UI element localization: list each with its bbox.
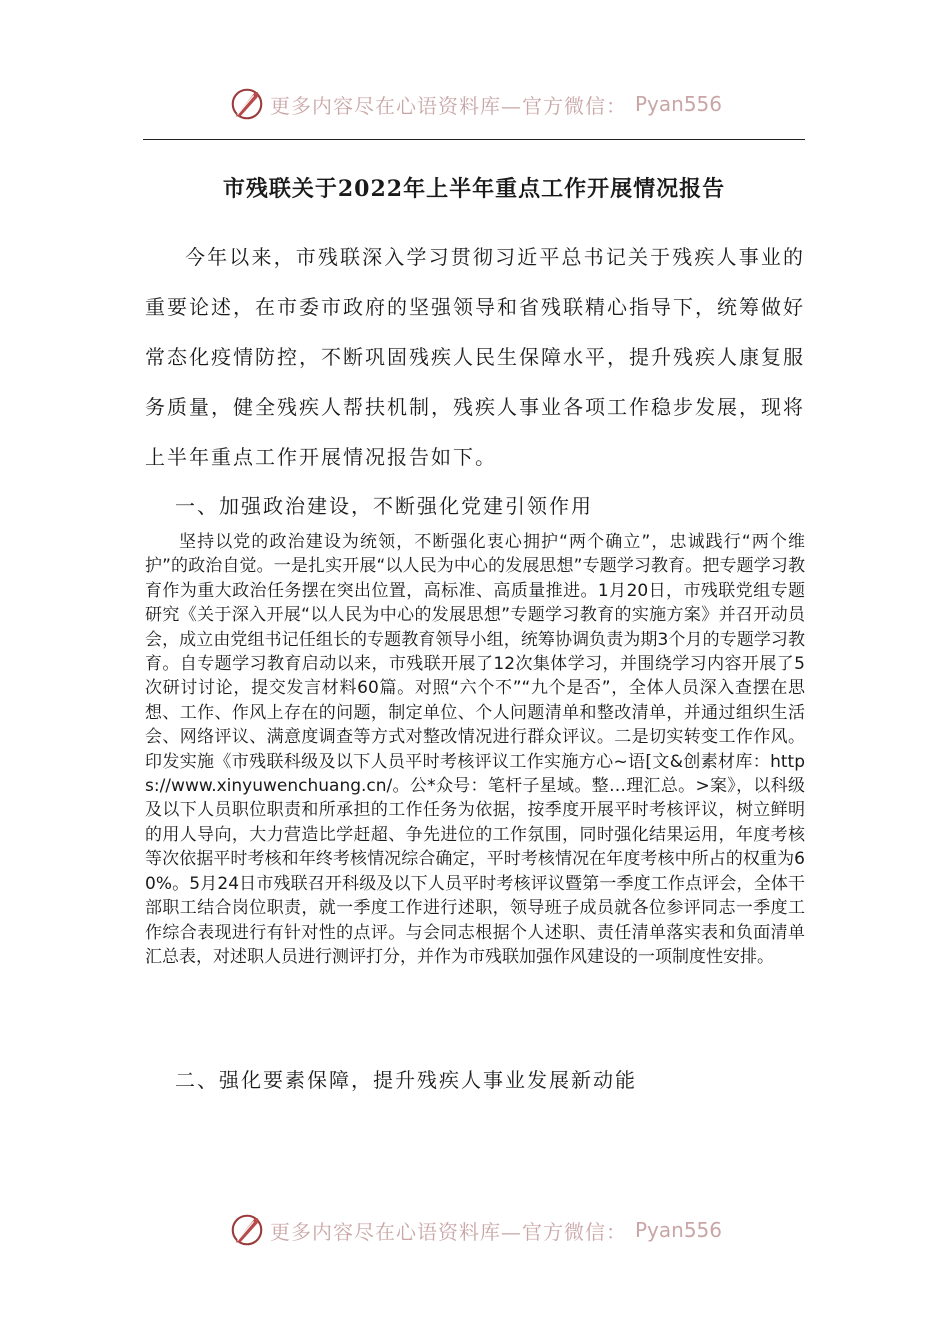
quill-logo-icon	[228, 85, 266, 123]
document-title: 市残联关于2022年上半年重点工作开展情况报告	[222, 176, 726, 202]
section-1-body: 坚持以党的政治建设为统领，不断强化衷心拥护“两个确立”，忠诚践行“两个维护”的政治自觉。一是扎实开展“以人民为中心的发展思想”专题学习教育。把专题学习教育作为重大政治任务摆在突出位置，高标准、高质量推进。1月20日，市残联党组专题研究《关于深入开展“以人民为中心的发展思想”专题学习教育的实施方案》并召开动员会，成立由党组书记任组长的专题教育领导小组，统筹协调负责为期3个月的专题学习教育。自专题学习教育启动以来，市残联开展了12次集体学习，并围绕学习内容开展了5次研讨讨论，提交发言材料60篇。对照“六个不”“九个是否”，全体人员深入查摆在思想、工作、作风上存在的问题，制定单位、个人问题清单和整改清单，并通过组织生活会、网络评议、满意度调查等方式对整改情况进行群众评议。二是切实转变工作作风。印发实施《市残联科级及以下人员平时考核评议工作实施方心~语[文&创素材库：https://www.xinyuwenchuang.cn/。公*众号：笔杆子星域。整…理汇总。>案》，以科级及以下人员职位职责和所承担的工作任务为依据，按季度开展平时考核评议，树立鲜明的用人导向，大力营造比学赶超、争先进位的工作氛围，同时强化结果运用，年度考核等次依据平时考核和年终考核情况综合确定，平时考核情况在年度考核中所占的权重为60%。5月24日市残联召开科级及以下人员平时考核评议暨第一季度工作点评会，全体干部职工结合岗位职责，就一季度工作进行述职，领导班子成员就各位参评同志一季度工作综合表现进行有针对性的点评。与会同志根据个人述职、责任清单落实表和负面清单汇总表，对述职人员进行测评打分，并作为市残联加强作风建设的一项制度性安排。	[145, 532, 805, 967]
header-divider	[143, 139, 805, 140]
section-1-heading: 一、加强政治建设，不断强化党建引领作用	[175, 494, 593, 518]
watermark-text: 更多内容尽在心语资料库—官方微信：	[269, 93, 627, 118]
section-2-heading: 二、强化要素保障，提升残疾人事业发展新动能	[175, 1068, 637, 1092]
watermark-wechat-id: Pyan556	[634, 92, 722, 116]
quill-logo-icon	[228, 1211, 266, 1249]
watermark-text: 更多内容尽在心语资料库—官方微信：	[269, 1219, 627, 1244]
watermark-wechat-id: Pyan556	[634, 1218, 722, 1242]
footer-watermark	[0, 1206, 950, 1254]
intro-paragraph: 今年以来，市残联深入学习贯彻习近平总书记关于残疾人事业的重要论述，在市委市政府的坚强领导和省残联精心指导下，统筹做好常态化疫情防控，不断巩固残疾人民生保障水平，提升残疾人康复服务质量，健全残疾人帮扶机制，残疾人事业各项工作稳步发展，现将上半年重点工作开展情况报告如下。	[145, 245, 805, 469]
header-watermark	[0, 80, 950, 128]
